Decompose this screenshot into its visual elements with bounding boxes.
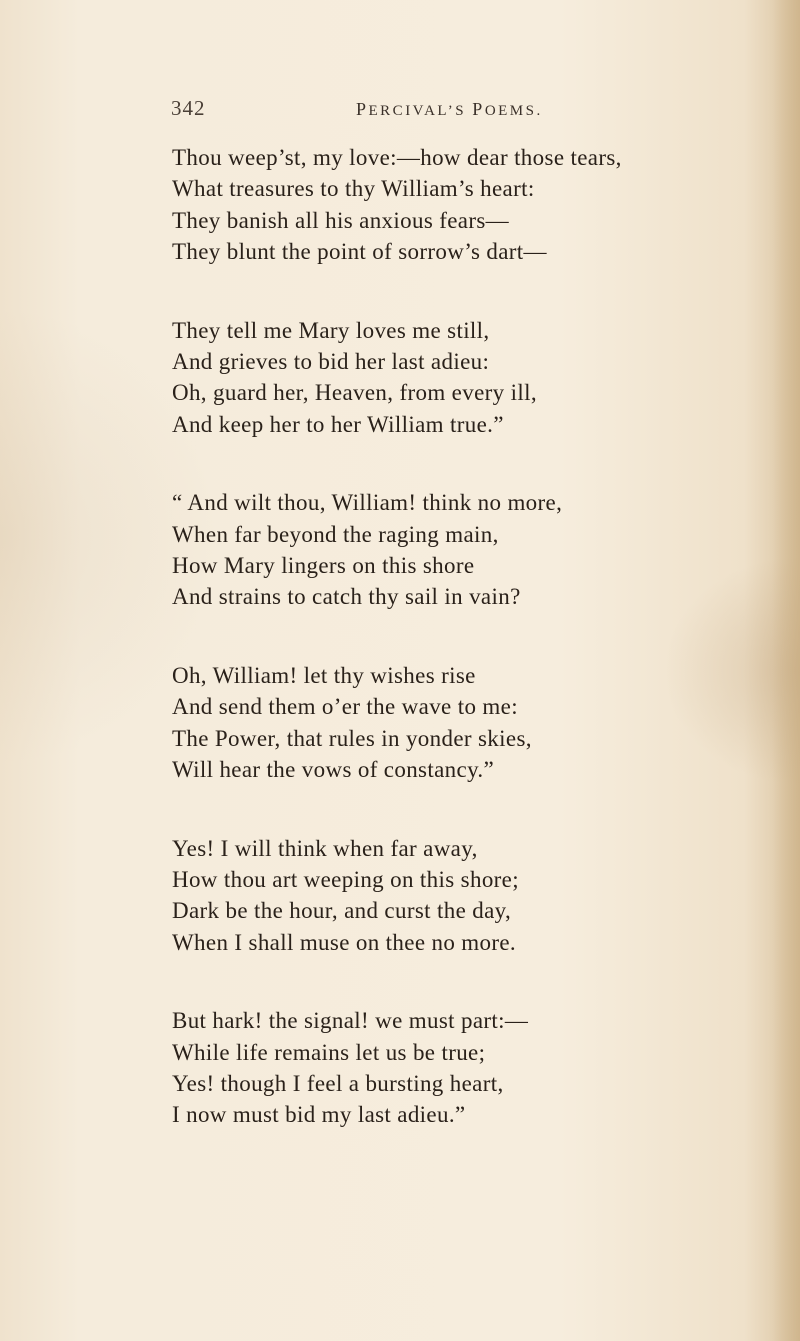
running-head-word-two: OEMS.	[484, 103, 543, 119]
poem-line: And keep her to her William true.”	[172, 411, 504, 437]
poem-line: They blunt the point of sorrow’s dart—	[172, 239, 547, 265]
poem-line: And send them o’er the wave to me:	[172, 694, 518, 720]
running-head-initial: P	[356, 99, 369, 119]
poem-line: But hark! the signal! we must part:—	[172, 1008, 529, 1034]
stanza-1	[172, 142, 772, 268]
poem-line: Thou weep’st, my love:—how dear those tears,	[172, 145, 622, 170]
stanza-4	[172, 660, 772, 786]
poem-line: The Power, that rules in yonder skies,	[172, 725, 532, 751]
poem-line: How thou art weeping on this shore;	[172, 866, 519, 892]
stanza-6	[172, 1005, 772, 1131]
stanza-5	[172, 833, 772, 959]
poem-line: What treasures to thy William’s heart:	[172, 176, 535, 202]
running-head-initial-two: P	[472, 99, 485, 119]
running-head-word-one: ERCIVAL’S	[368, 103, 473, 119]
poem-line: Oh, William! let thy wishes rise	[172, 662, 476, 688]
poem-body	[172, 142, 772, 1178]
poem-line: Dark be the hour, and curst the day,	[172, 898, 512, 924]
page-number: 342	[171, 96, 206, 120]
poem-line: While life remains let us be true;	[172, 1039, 486, 1065]
poem-line: Oh, guard her, Heaven, from every ill,	[172, 380, 537, 406]
poem-line: When I shall muse on thee no more.	[172, 929, 517, 955]
poem-line: Will hear the vows of constancy.”	[172, 757, 495, 783]
poem-line: Yes! I will think when far away,	[172, 835, 478, 861]
poem-line: They tell me Mary loves me still,	[172, 317, 490, 343]
page-edge-shadow	[772, 0, 800, 1341]
stanza-3	[172, 487, 772, 613]
poem-line: They banish all his anxious fears—	[172, 207, 510, 233]
poem-line: And strains to catch thy sail in vain?	[172, 584, 521, 610]
poem-line: I now must bid my last adieu.”	[172, 1102, 466, 1128]
running-head	[356, 99, 543, 120]
poem-line: How Mary lingers on this shore	[172, 553, 475, 579]
poem-line: Yes! though I feel a bursting heart,	[172, 1070, 504, 1096]
stanza-2	[172, 315, 772, 441]
poem-line: And grieves to bid her last adieu:	[172, 349, 490, 375]
poem-line: “ And wilt thou, William! think no more,	[172, 490, 563, 516]
poem-line: When far beyond the raging main,	[172, 521, 499, 547]
